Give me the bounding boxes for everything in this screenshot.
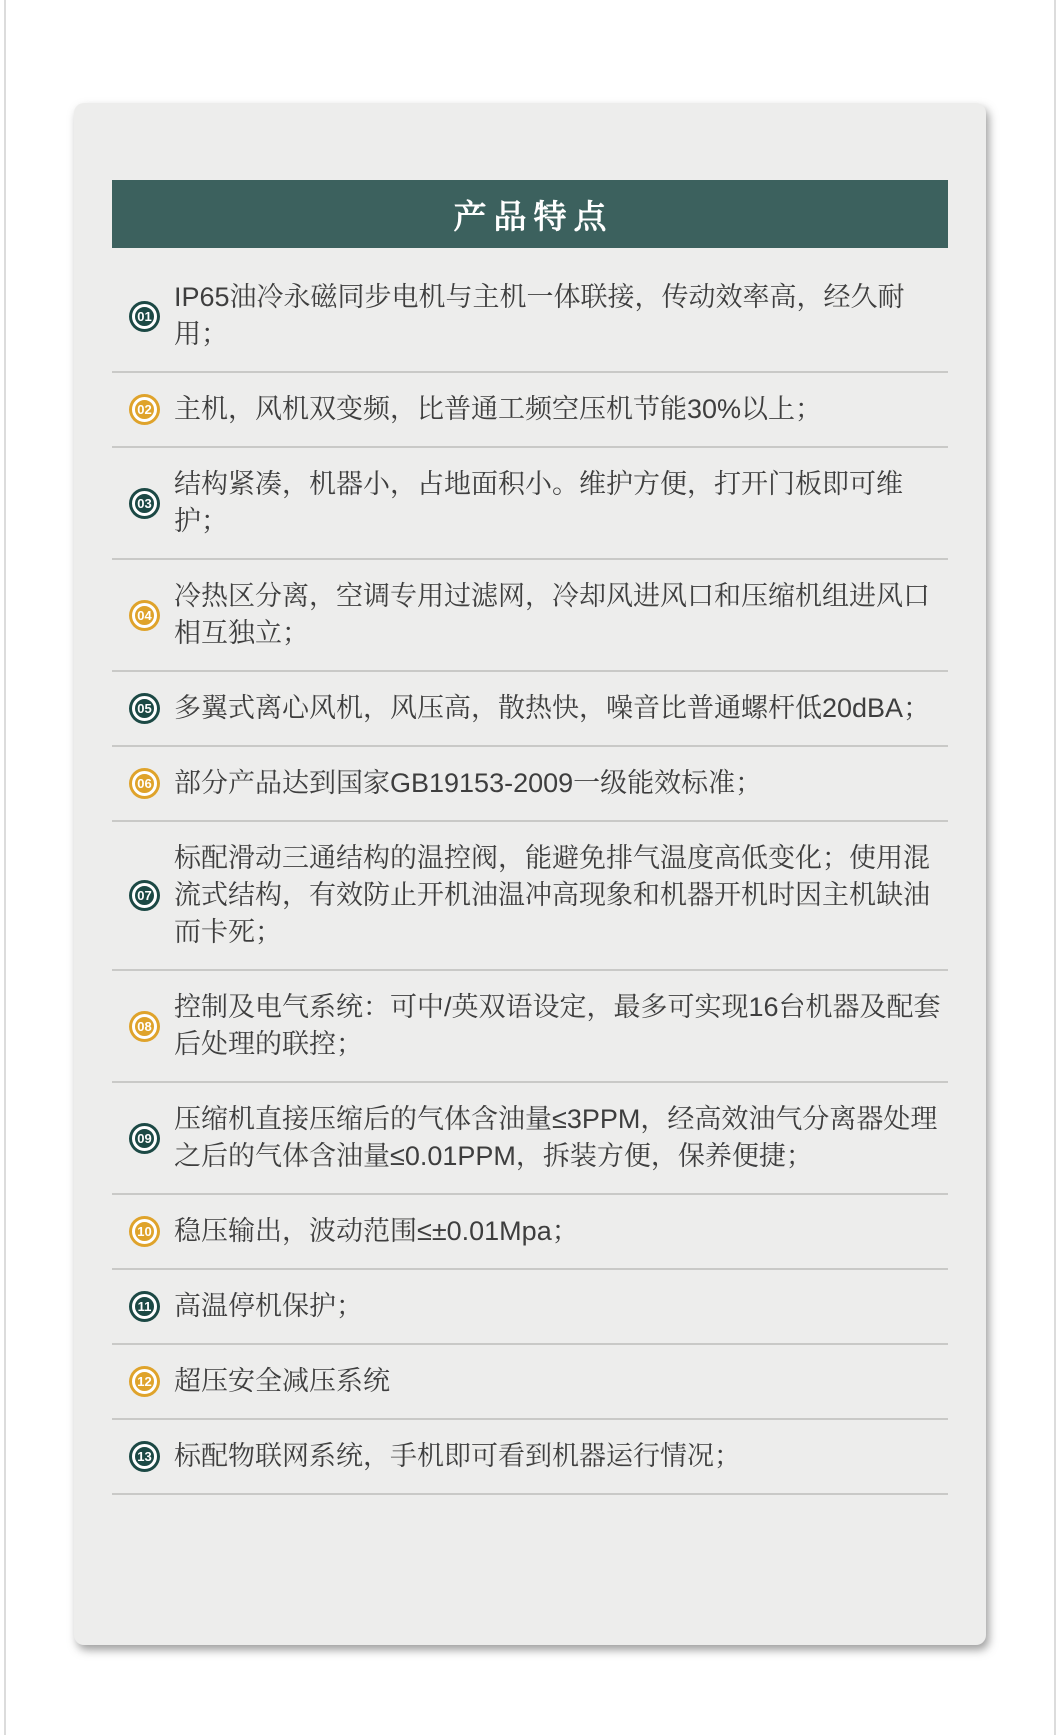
feature-number-badge: 08 bbox=[132, 1014, 157, 1039]
feature-item bbox=[112, 261, 948, 373]
feature-number-badge: 02 bbox=[132, 397, 157, 422]
feature-item bbox=[112, 1420, 948, 1495]
feature-item bbox=[112, 822, 948, 971]
feature-item bbox=[112, 971, 948, 1083]
feature-number-badge: 06 bbox=[132, 771, 157, 796]
feature-text: 冷热区分离，空调专用过滤网，冷却风进风口和压缩机组进风口相互独立； bbox=[174, 581, 930, 648]
feature-number-badge: 07 bbox=[132, 883, 157, 908]
feature-text: 超压安全减压系统 bbox=[174, 1366, 390, 1396]
feature-text: 稳压输出，波动范围≤±0.01Mpa； bbox=[174, 1216, 579, 1246]
page-title: 产品特点 bbox=[453, 197, 614, 235]
feature-text: 部分产品达到国家GB19153-2009一级能效标准； bbox=[174, 768, 763, 798]
feature-item bbox=[112, 1083, 948, 1195]
feature-number-badge: 11 bbox=[132, 1294, 157, 1319]
feature-number-badge: 05 bbox=[132, 696, 157, 721]
section-header-bar bbox=[112, 180, 948, 248]
feature-item bbox=[112, 672, 948, 747]
feature-text: 高温停机保护； bbox=[174, 1291, 363, 1321]
feature-item bbox=[112, 1345, 948, 1420]
feature-number-badge: 04 bbox=[132, 603, 157, 628]
feature-number-badge: 09 bbox=[132, 1126, 157, 1151]
feature-item bbox=[112, 448, 948, 560]
feature-number-badge: 13 bbox=[132, 1444, 157, 1469]
feature-text: 标配滑动三通结构的温控阀，能避免排气温度高低变化；使用混流式结构，有效防止开机油温冲高现象和机器开机时因主机缺油而卡死； bbox=[174, 843, 930, 947]
feature-number-badge: 01 bbox=[132, 304, 157, 329]
feature-item bbox=[112, 1270, 948, 1345]
product-features-card bbox=[74, 103, 986, 1645]
feature-number-badge: 03 bbox=[132, 491, 157, 516]
page bbox=[4, 0, 1056, 1735]
feature-text: 多翼式离心风机，风压高，散热快，噪音比普通螺杆低20dBA； bbox=[174, 693, 931, 723]
feature-text: 结构紧凑，机器小，占地面积小。维护方便，打开门板即可维护； bbox=[174, 469, 903, 536]
feature-item bbox=[112, 1195, 948, 1270]
feature-text: 主机，风机双变频，比普通工频空压机节能30%以上； bbox=[174, 394, 823, 424]
feature-text: 控制及电气系统：可中/英双语设定，最多可实现16台机器及配套后处理的联控； bbox=[174, 992, 941, 1059]
feature-number-badge: 12 bbox=[132, 1369, 157, 1394]
feature-text: 标配物联网系统，手机即可看到机器运行情况； bbox=[174, 1441, 741, 1471]
feature-item bbox=[112, 747, 948, 822]
feature-item bbox=[112, 373, 948, 448]
feature-text: IP65油冷永磁同步电机与主机一体联接，传动效率高，经久耐用； bbox=[174, 282, 905, 349]
feature-item bbox=[112, 560, 948, 672]
feature-list bbox=[112, 261, 948, 1495]
feature-text: 压缩机直接压缩后的气体含油量≤3PPM，经高效油气分离器处理之后的气体含油量≤0.01PPM，拆装方便，保养便捷； bbox=[174, 1104, 938, 1171]
feature-number-badge: 10 bbox=[132, 1219, 157, 1244]
